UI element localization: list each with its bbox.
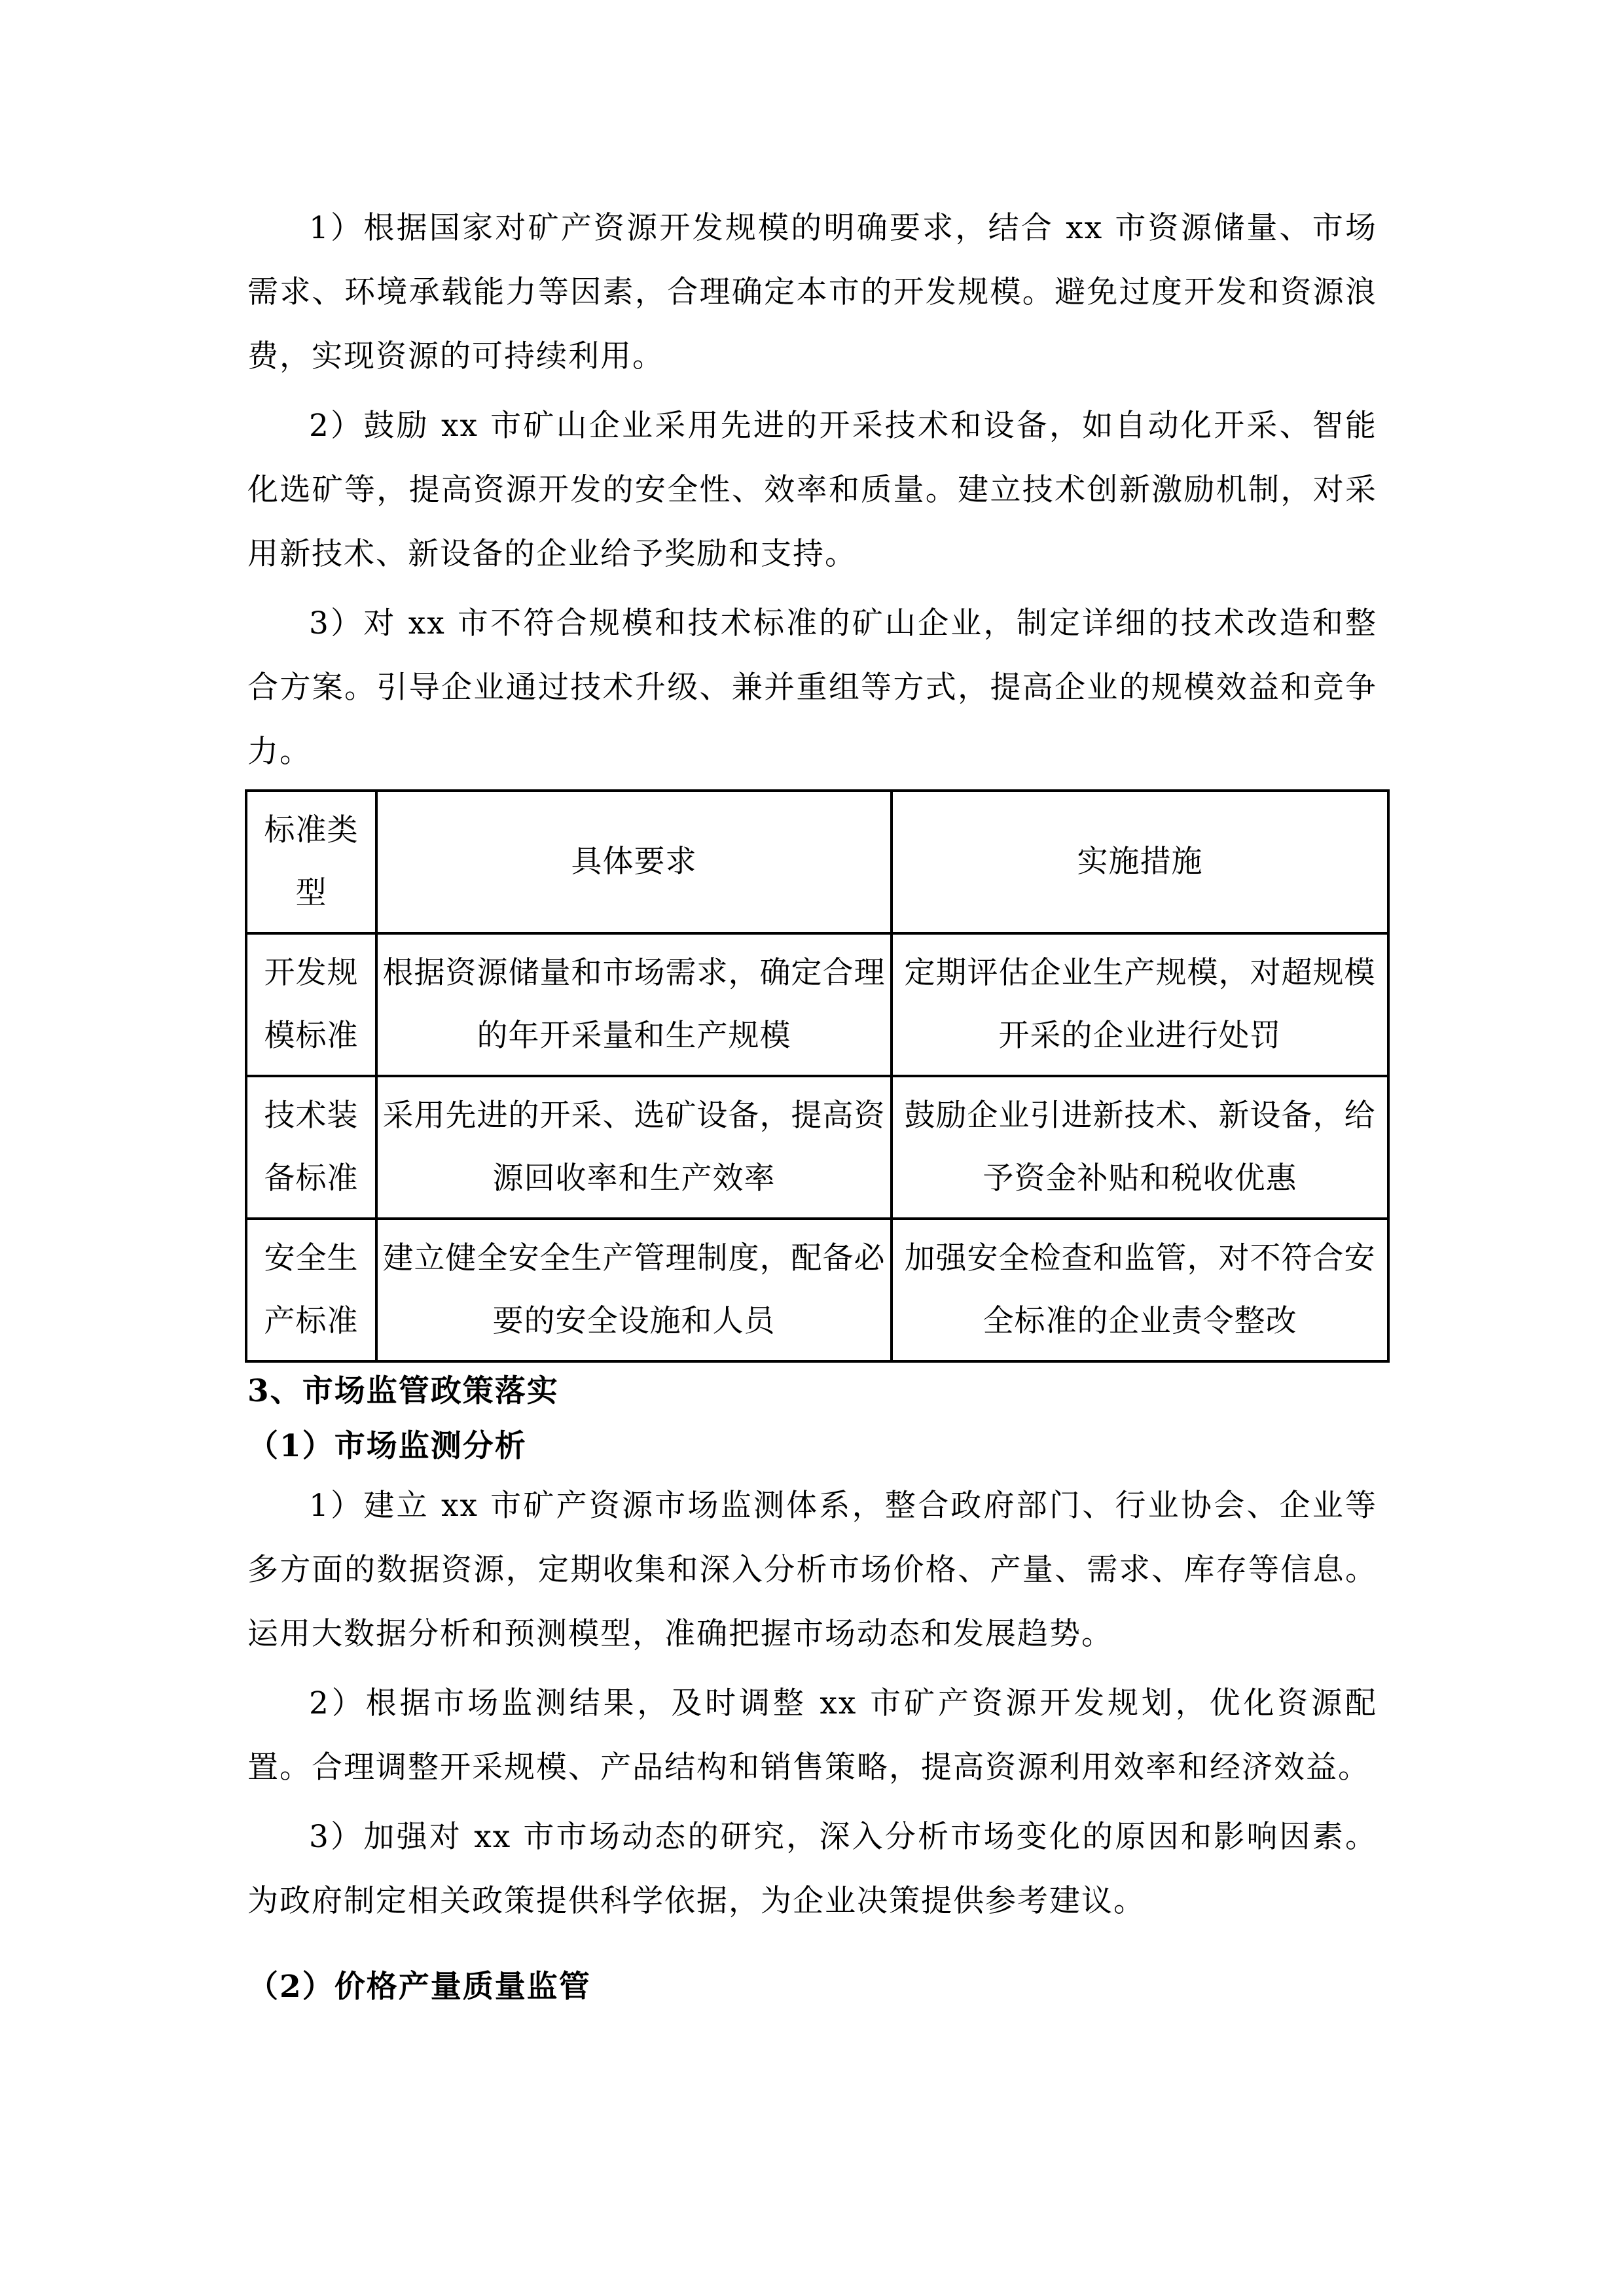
header-standard-type: 标准类型: [246, 791, 376, 933]
paragraph-rectification-plan: 3）对 xx 市不符合规模和技术标准的矿山企业，制定详细的技术改造和整合方案。引导企业通过技术升级、兼并重组等方式，提高企业的规模效益和竞争力。: [247, 605, 1377, 770]
table-header-row: [246, 791, 1388, 933]
paragraph-monitoring-system: 1）建立 xx 市矿产资源市场监测体系，整合政府部门、行业协会、企业等多方面的数据资源，定期收集和深入分析市场价格、产量、需求、库存等信息。运用大数据分析和预测模型，准确把握市场动态和发展趋势。: [247, 1488, 1377, 1652]
cell-standard-type: 技术装备标准: [246, 1076, 376, 1219]
paragraph-market-research: 3）加强对 xx 市市场动态的研究，深入分析市场变化的原因和影响因素。为政府制定相关政策提供科学依据，为企业决策提供参考建议。: [247, 1819, 1377, 1919]
table-row: [246, 1219, 1388, 1361]
cell-standard-type: 安全生产标准: [246, 1219, 376, 1361]
subsection-heading-market-monitoring: （1）市场监测分析: [247, 1428, 527, 1464]
table-row: [246, 1076, 1388, 1219]
table-row: [246, 933, 1388, 1076]
cell-measure: 定期评估企业生产规模，对超规模开采的企业进行处罚: [892, 933, 1388, 1076]
cell-requirement: 根据资源储量和市场需求，确定合理的年开采量和生产规模: [376, 933, 892, 1076]
section-heading-market-supervision: 3、市场监管政策落实: [247, 1373, 559, 1409]
document-page: [247, 196, 1377, 2015]
cell-measure: 加强安全检查和监管，对不符合安全标准的企业责令整改: [892, 1219, 1388, 1361]
cell-measure: 鼓励企业引进新技术、新设备，给予资金补贴和税收优惠: [892, 1076, 1388, 1219]
cell-standard-type: 开发规模标准: [246, 933, 376, 1076]
paragraph-scale-requirement: 1）根据国家对矿产资源开发规模的明确要求，结合 xx 市资源储量、市场需求、环境承载能力等因素，合理确定本市的开发规模。避免过度开发和资源浪费，实现资源的可持续利用。: [247, 210, 1377, 374]
subsection-heading-price-output-quality: （2）价格产量质量监管: [247, 1969, 591, 2005]
header-measure: 实施措施: [892, 791, 1388, 933]
paragraph-planning-adjustment: 2）根据市场监测结果，及时调整 xx 市矿产资源开发规划，优化资源配置。合理调整开采规模、产品结构和销售策略，提高资源利用效率和经济效益。: [247, 1685, 1377, 1785]
header-requirement: 具体要求: [376, 791, 892, 933]
cell-requirement: 建立健全安全生产管理制度，配备必要的安全设施和人员: [376, 1219, 892, 1361]
paragraph-technology-encouragement: 2）鼓励 xx 市矿山企业采用先进的开采技术和设备，如自动化开采、智能化选矿等，提高资源开发的安全性、效率和质量。建立技术创新激励机制，对采用新技术、新设备的企业给予奖励和支持。: [247, 408, 1377, 572]
standards-table: [245, 789, 1390, 1363]
cell-requirement: 采用先进的开采、选矿设备，提高资源回收率和生产效率: [376, 1076, 892, 1219]
